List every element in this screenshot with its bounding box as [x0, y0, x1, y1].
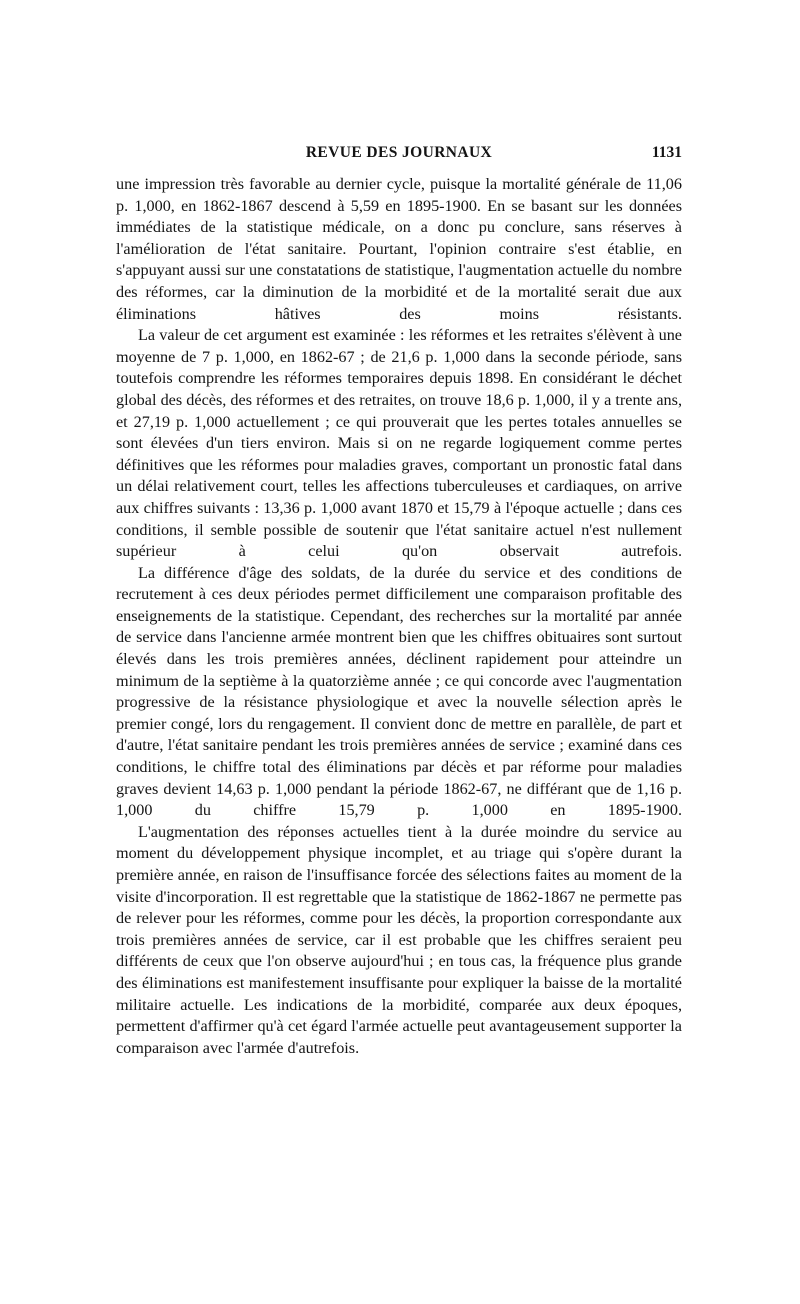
paragraph-2: La valeur de cet argument est examinée : les réformes et les retraites s'élèvent à une moyenne de 7 p. 1,000, en 1862-67 ; de 21,6 p. 1,000 dans la seconde période, sans toutefois comprendre les réformes temporaires depuis 1898. En considérant le déchet global des décès, des réformes et des retraites, on trouve 18,6 p. 1,000, il y a trente ans, et 27,19 p. 1,000 actuellement ; ce qui prouverait que les pertes totales annuelles se sont élevées d'un tiers environ. Mais si on ne regarde logiquement comme pertes définitives que les réformes pour maladies graves, comportant un pronostic fatal dans un délai relativement court, telles les affections tuberculeuses et cardiaques, on arrive aux chiffres suivants : 13,36 p. 1,000 avant 1870 et 15,79 à l'époque actuelle ; dans ces conditions, il semble possible de soutenir que l'état sanitaire actuel n'est nullement supérieur à celui qu'on observait autrefois. [116, 326, 682, 561]
paragraph-1: une impression très favorable au dernier cycle, puisque la mortalité générale de 11,06 p. 1,000, en 1862-1867 descend à 5,59 en 1895-1900. En se basant sur les données immédiates de la statistique médicale, on a donc pu conclure, sans réserves à l'amélioration de l'état sanitaire. Pourtant, l'opinion contraire s'est établie, en s'appuyant aussi sur une constatations de statistique, l'augmentation actuelle du nombre des réformes, car la diminution de la morbidité et de la mortalité serait due aux éliminations hâtives des moins résistants. [116, 175, 682, 323]
paragraph-4: L'augmentation des réponses actuelles tient à la durée moindre du service au moment du développement physique incomplet, et au triage qui s'opère durant la première année, en raison de l'insuffisance forcée des sélections faites au moment de la visite d'incorporation. Il est regrettable que la statistique de 1862-1867 ne permette pas de relever pour les réformes, comme pour les décès, la proportion correspondante aux trois premières années de service, car il est probable que les chiffres seraient peu différents de ceux que l'on observe aujourd'hui ; en tous cas, la fréquence plus grande des éliminations est manifestement insuffisante pour expliquer la baisse de la mortalité militaire actuelle. Les indications de la morbidité, comparée aux deux époques, permettent d'affirmer qu'à cet égard l'armée actuelle peut avantageusement supporter la comparaison avec l'armée d'autrefois. [116, 822, 682, 1057]
paragraph-3: La différence d'âge des soldats, de la durée du service et des conditions de recrutement à ces deux périodes permet difficilement une comparaison profitable des enseignements de la statistique. Cependant, des recherches sur la mortalité par année de service dans l'ancienne armée montrent bien que les chiffres obituaires sont surtout élevés dans les trois premières années, déclinent rapidement pour atteindre un minimum de la septième à la quatorzième année ; ce qui concorde avec l'augmentation progressive de la résistance physiologique et avec la nouvelle sélection après le premier congé, lors du rengagement. Il convient donc de mettre en parallèle, de part et d'autre, l'état sanitaire pendant les trois premières années de service ; examiné dans ces conditions, le chiffre total des éliminations par décès et par réforme pour maladies graves devient 14,63 p. 1,000 pendant la période 1862-67, ne différant que de 1,16 p. 1,000 du chiffre 15,79 p. 1,000 en 1895-1900. [116, 563, 682, 820]
page-header [116, 144, 682, 168]
running-title: REVUE DES JOURNAUX [305, 144, 493, 161]
page-number: 1131 [651, 144, 682, 161]
article-body [116, 174, 682, 1059]
